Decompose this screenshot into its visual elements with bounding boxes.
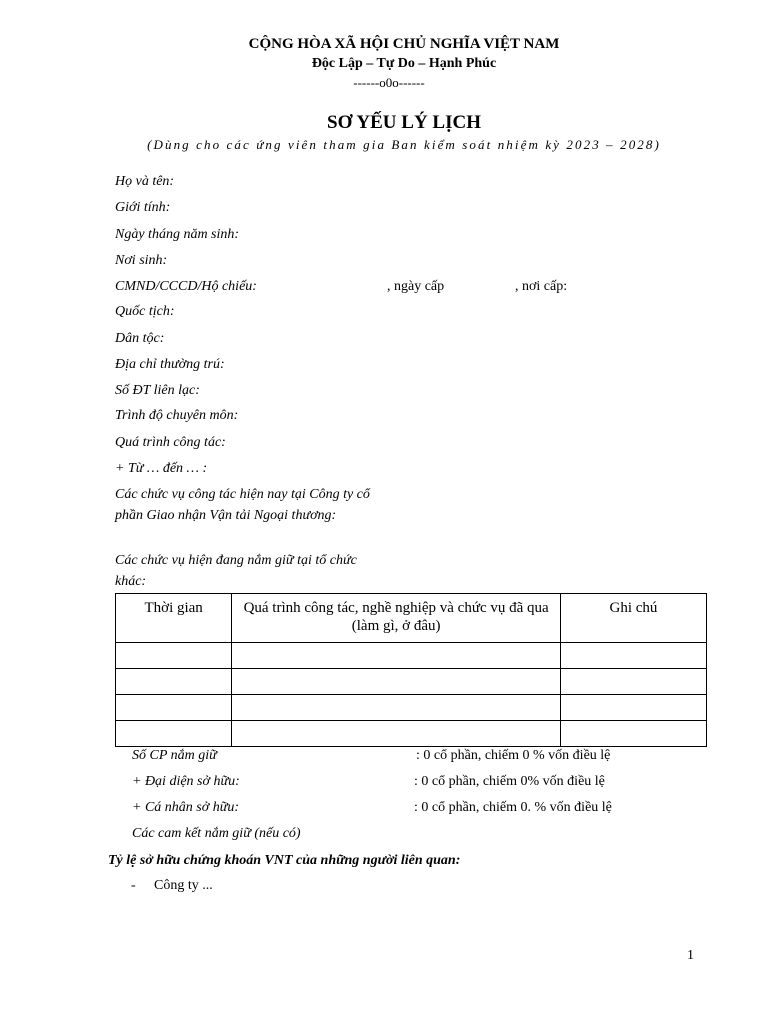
related-ownership-heading: Tỷ lệ sở hữu chứng khoán VNT của những người liên quan: [108, 853, 461, 868]
country-heading: CỘNG HÒA XÃ HỘI CHỦ NGHĨA VIỆT NAM [248, 36, 560, 52]
table-cell[interactable] [232, 643, 561, 669]
table-cell[interactable] [232, 721, 561, 747]
table-row [116, 721, 707, 747]
table-cell[interactable] [116, 669, 232, 695]
representative-ownership-label: + Đại diện sở hữu: [132, 774, 240, 789]
table-row [116, 643, 707, 669]
ethnicity-label: Dân tộc: [115, 331, 165, 346]
list-item: Công ty ... [154, 878, 213, 893]
issue-date-label: , ngày cấp [387, 279, 445, 294]
personal-ownership-label: + Cá nhân sở hữu: [132, 800, 240, 815]
dob-label: Ngày tháng năm sinh: [115, 227, 240, 242]
table-row [116, 669, 707, 695]
id-document-label: CMND/CCCD/Hộ chiếu: [115, 279, 257, 294]
gender-label: Giới tính: [115, 200, 171, 215]
qualification-label: Trình độ chuyên môn: [115, 408, 239, 423]
table-cell[interactable] [560, 669, 706, 695]
work-history-label: Quá trình công tác: [115, 435, 226, 450]
table-cell[interactable] [232, 695, 561, 721]
birthplace-label: Nơi sinh: [115, 253, 168, 268]
list-bullet: - [131, 878, 136, 893]
phone-label: Số ĐT liên lạc: [115, 383, 200, 398]
table-cell[interactable] [560, 721, 706, 747]
header-divider: ------o0o------ [353, 75, 425, 90]
shares-held-label: Số CP nắm giữ [132, 748, 217, 763]
current-positions-label: Các chức vụ công tác hiện nay tại Công ty cổ phần Giao nhận Vận tải Ngoại thương: [115, 487, 370, 523]
address-label: Địa chỉ thường trú: [115, 357, 225, 372]
page-number: 1 [687, 948, 694, 963]
motto-heading: Độc Lập – Tự Do – Hạnh Phúc [311, 56, 497, 71]
table-cell[interactable] [560, 695, 706, 721]
table-cell[interactable] [116, 695, 232, 721]
personal-ownership-value: : 0 cổ phần, chiếm 0. % vốn điều lệ [414, 800, 612, 815]
shares-held-value: : 0 cổ phần, chiếm 0 % vốn điều lệ [416, 748, 611, 763]
commitments-label: Các cam kết nắm giữ (nếu có) [132, 826, 301, 841]
from-to-label: + Từ … đến … : [115, 461, 208, 476]
table-cell[interactable] [116, 643, 232, 669]
column-header-time: Thời gian [116, 594, 232, 643]
column-header-notes: Ghi chú [560, 594, 706, 643]
other-positions-label: Các chức vụ hiện đang nắm giữ tại tổ chức khác: [115, 553, 357, 589]
table-cell[interactable] [560, 643, 706, 669]
table-cell[interactable] [116, 721, 232, 747]
column-header-history: Quá trình công tác, nghề nghiệp và chức vụ đã qua (làm gì, ở đâu) [232, 594, 561, 643]
issue-place-label: , nơi cấp: [515, 279, 568, 294]
table-header-row [116, 594, 707, 643]
document-title: SƠ YẾU LÝ LỊCH [327, 112, 481, 133]
full-name-label: Họ và tên: [115, 174, 175, 189]
representative-ownership-value: : 0 cổ phần, chiếm 0% vốn điều lệ [414, 774, 605, 789]
table-cell[interactable] [232, 669, 561, 695]
document-subtitle: (Dùng cho các ứng viên tham gia Ban kiểm soát nhiệm kỳ 2023 – 2028) [147, 137, 661, 152]
work-history-table [115, 593, 707, 747]
table-row [116, 695, 707, 721]
nationality-label: Quốc tịch: [115, 304, 175, 319]
